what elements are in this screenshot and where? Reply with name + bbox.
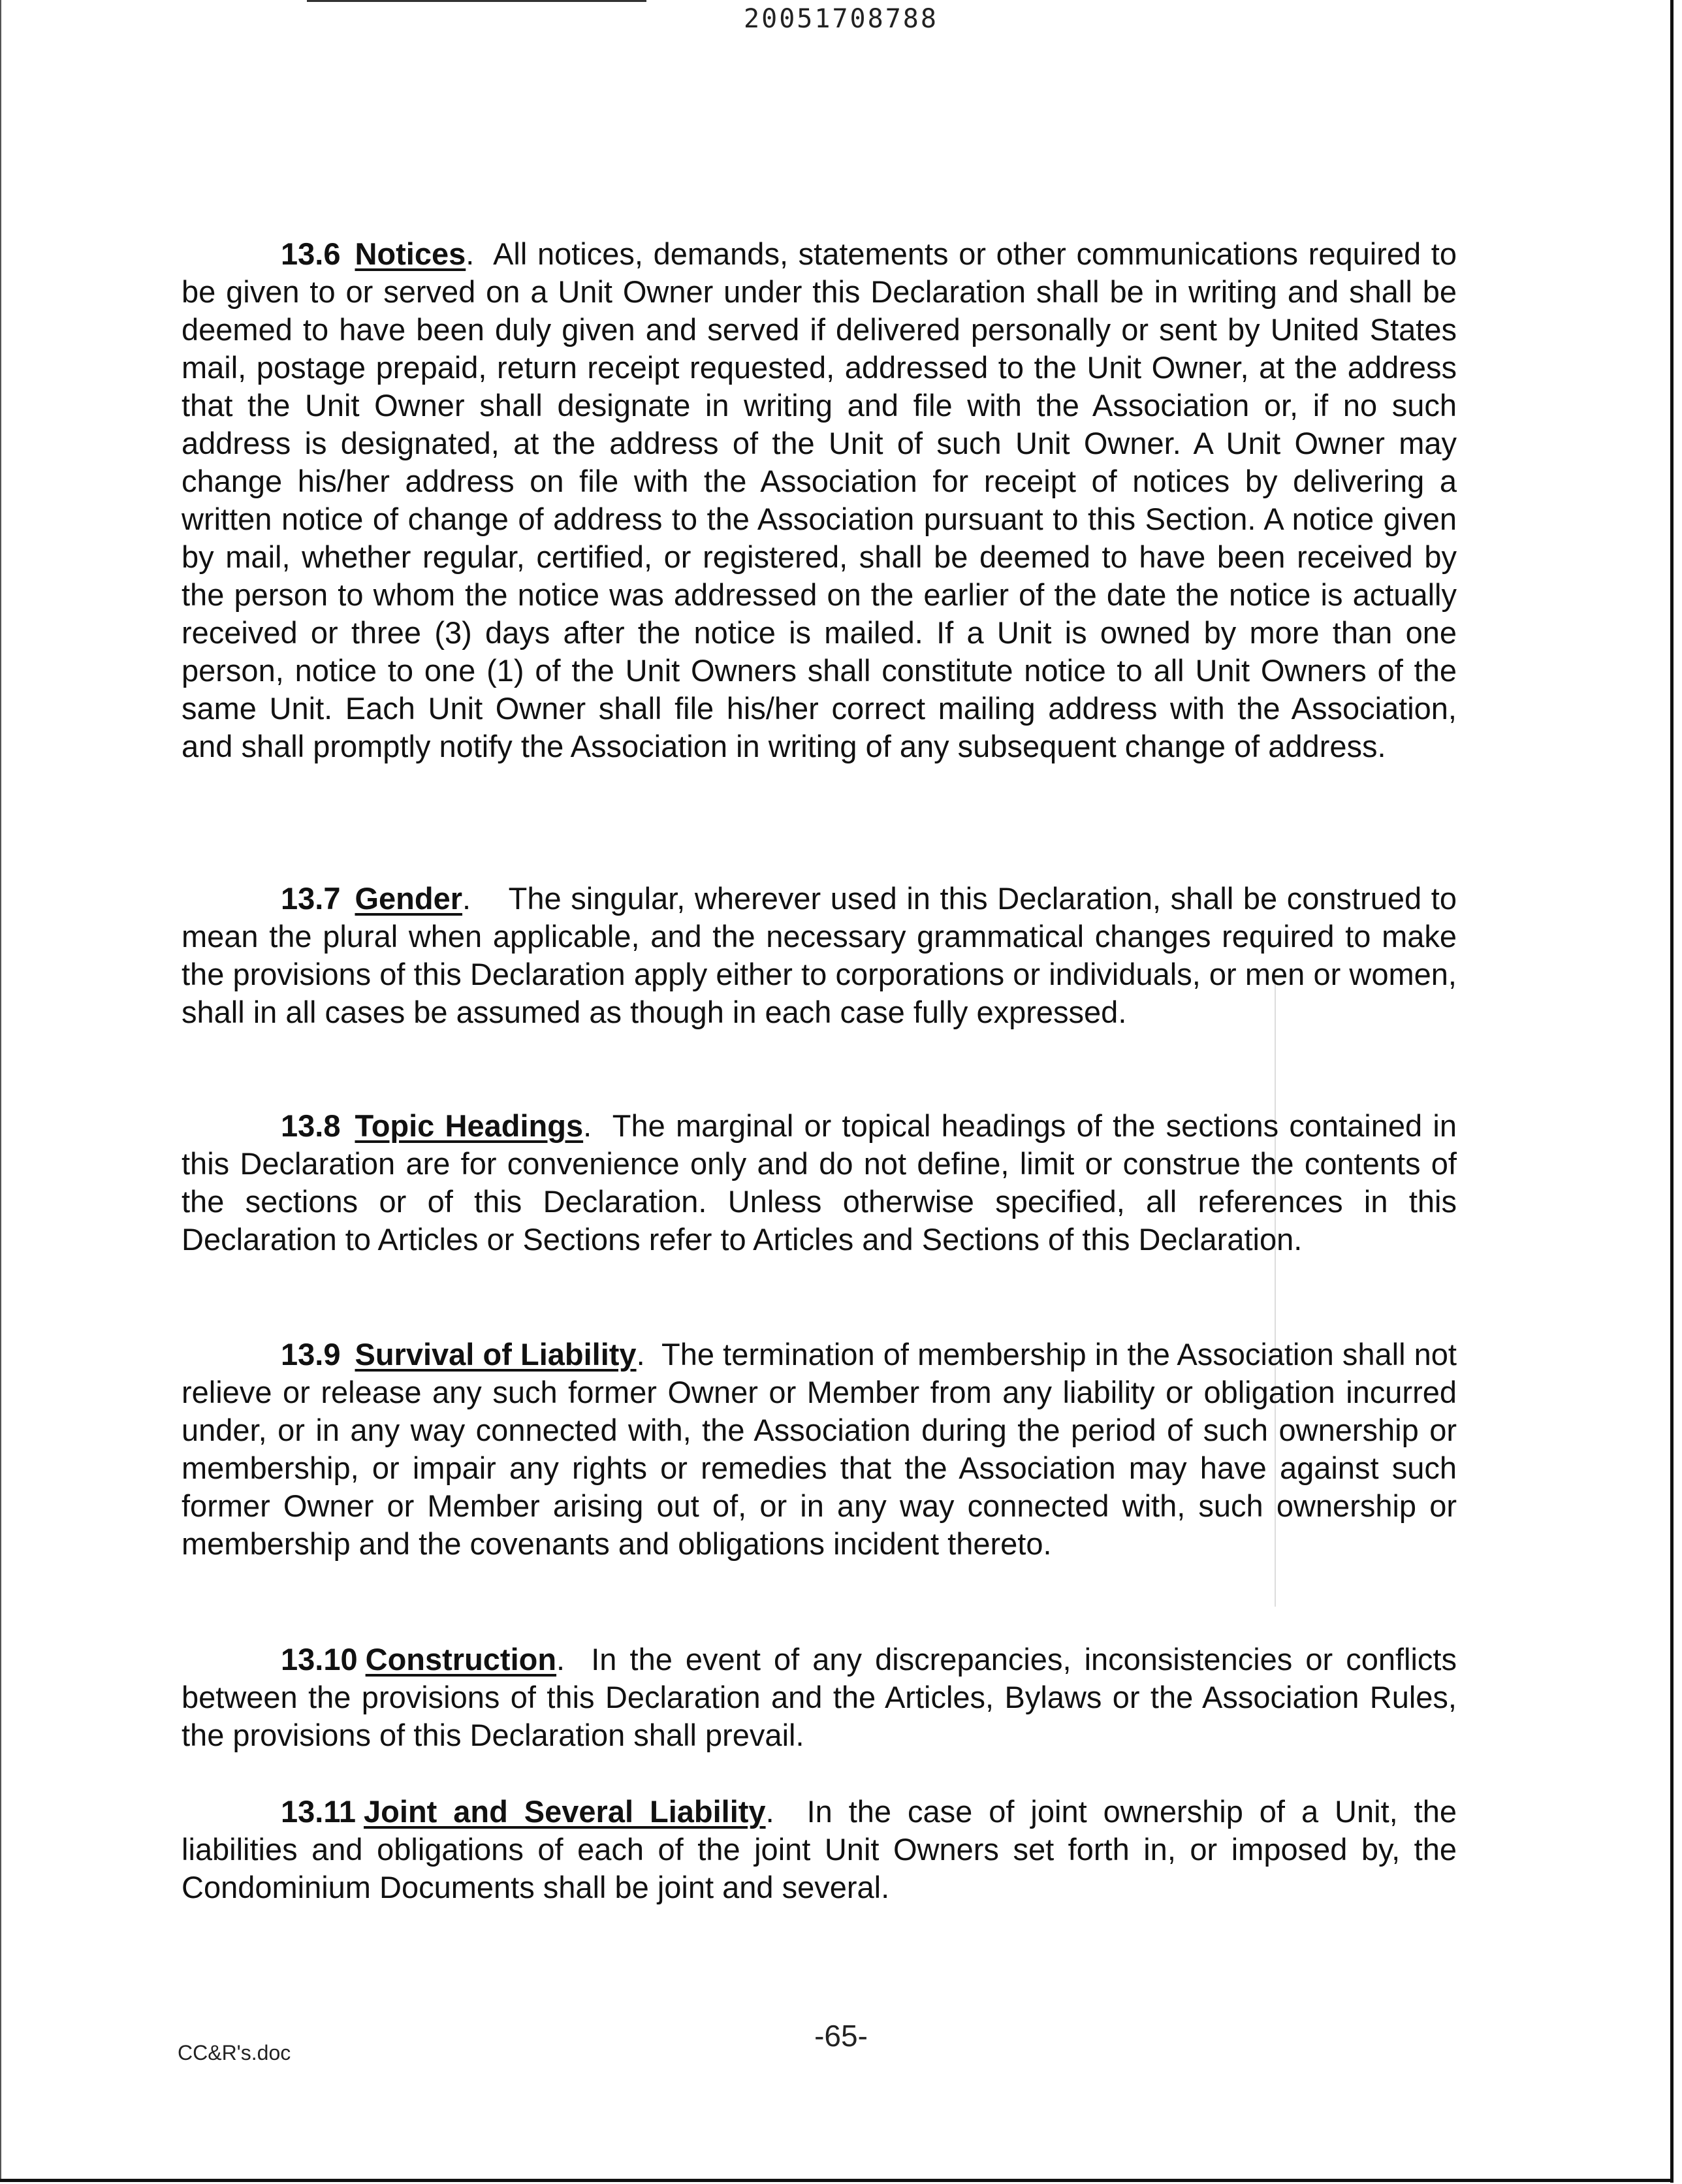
- section-13-7: 13.7 Gender. The singular, wherever used in this Declaration, shall be construed to mean the plural when applicable, and the necessary grammatical changes required to make the provisions of this Declaration apply either to corporations or individuals, or men or women, shall in all cases be assumed as though in each case fully expressed.: [182, 881, 1457, 1029]
- section-body: In the case of joint ownership of a Unit, the liabilities and obligations of each of the joint Unit Owners set forth in, or imposed by, the Condominium Documents shall be joint and several.: [182, 1794, 1457, 1904]
- section-number: 13.10: [281, 1642, 358, 1677]
- section-heading: Notices: [355, 236, 466, 271]
- section-body: The termination of membership in the Association shall not relieve or release any such former Owner or Member from any liability or obligation incurred under, or in any way connected with, the Association during the period of such ownership or membership, or impair any rights or remedies that the Association may have against such former Owner or Member arising out of, or in any way connected with, such ownership or membership and the covenants and obligations incident thereto.: [182, 1337, 1457, 1561]
- section-body: The marginal or topical headings of the sections contained in this Declaration are for convenience only and do not define, limit or construe the contents of the sections or of this Declaration. Unless otherwise specified, all references in this Declaration to Articles or Sections refer to Articles and Sections of this Declaration.: [182, 1108, 1457, 1257]
- section-body: All notices, demands, statements or other communications required to be given to or served on a Unit Owner under this Declaration shall be in writing and shall be deemed to have been duly given and served if delivered personally or sent by United States mail, postage prepaid, return receipt requested, addressed to the Unit Owner, at the address that the Unit Owner shall designate in writing and file with the Association or, if no such address is designated, at the address of the Unit of such Unit Owner. A Unit Owner may change his/her address on file with the Association for receipt of notices by delivering a written notice of change of address to the Association pursuant to this Section. A notice given by mail, whether regular, certified, or registered, shall be deemed to have been received by the person to whom the notice was addressed on the earlier of the date the notice is actually received or three (3) days after the notice is mailed. If a Unit is owned by more than one person, notice to one (1) of the Unit Owners shall constitute notice to all Unit Owners of the same Unit. Each Unit Owner shall file his/her correct mailing address with the Association, and shall promptly notify the Association in writing of any subsequent change of address.: [182, 236, 1457, 763]
- section-heading: Gender: [355, 881, 463, 916]
- section-heading: Joint and Several Liability: [364, 1794, 766, 1829]
- page-number: -65-: [814, 2019, 868, 2053]
- top-rule: [307, 0, 646, 2]
- section-heading: Topic Headings: [355, 1108, 584, 1143]
- document-number: 20051708788: [744, 4, 938, 34]
- section-number: 13.9: [281, 1337, 341, 1372]
- page-right-border: [1670, 0, 1674, 2183]
- section-13-8: 13.8 Topic Headings. The marginal or topical headings of the sections contained in this Declaration are for convenience only and do not define, limit or construe the contents of the sections or of this Declaration. Unless otherwise specified, all references in this Declaration to Articles or Sections refer to Articles and Sections of this Declaration.: [182, 1108, 1457, 1257]
- section-number: 13.7: [281, 881, 341, 916]
- section-body: The singular, wherever used in this Declaration, shall be construed to mean the plural when applicable, and the necessary grammatical changes required to make the provisions of this Declaration apply either to corporations or individuals, or men or women, shall in all cases be assumed as though in each case fully expressed.: [182, 881, 1457, 1029]
- section-13-6: 13.6 Notices. All notices, demands, statements or other communications required to be given to or served on a Unit Owner under this Declaration shall be in writing and shall be deemed to have been duly given and served if delivered personally or sent by United States mail, postage prepaid, return receipt requested, addressed to the Unit Owner, at the address that the Unit Owner shall designate in writing and file with the Association or, if no such address is designated, at the address of the Unit of such Unit Owner. A Unit Owner may change his/her address on file with the Association for receipt of notices by delivering a written notice of change of address to the Association pursuant to this Section. A notice given by mail, whether regular, certified, or registered, shall be deemed to have been received by the person to whom the notice was addressed on the earlier of the date the notice is actually received or three (3) days after the notice is mailed. If a Unit is owned by more than one person, notice to one (1) of the Unit Owners shall constitute notice to all Unit Owners of the same Unit. Each Unit Owner shall file his/her correct mailing address with the Association, and shall promptly notify the Association in writing of any subsequent change of address.: [182, 236, 1457, 763]
- section-number: 13.8: [281, 1108, 341, 1143]
- footer-file-name: CC&R's.doc: [178, 2041, 291, 2064]
- section-number: 13.11: [281, 1794, 357, 1829]
- section-number: 13.6: [281, 236, 341, 271]
- section-body: In the event of any discrepancies, inconsistencies or conflicts between the provisions of this Declaration and the Articles, Bylaws or the Association Rules, the provisions of this Declaration shall prevail.: [182, 1642, 1457, 1752]
- section-13-9: 13.9 Survival of Liability. The termination of membership in the Association shall not relieve or release any such former Owner or Member from any liability or obligation incurred under, or in any way connected with, the Association during the period of such ownership or membership, or impair any rights or remedies that the Association may have against such former Owner or Member arising out of, or in any way connected with, such ownership or membership and the covenants and obligations incident thereto.: [182, 1337, 1457, 1561]
- section-heading: Construction: [365, 1642, 557, 1677]
- section-13-10: 13.10 Construction. In the event of any discrepancies, inconsistencies or conflicts between the provisions of this Declaration and the Articles, Bylaws or the Association Rules, the provisions of this Declaration shall prevail.: [182, 1642, 1457, 1752]
- section-heading: Survival of Liability: [355, 1337, 637, 1372]
- section-13-11: 13.11 Joint and Several Liability. In the case of joint ownership of a Unit, the liabilities and obligations of each of the joint Unit Owners set forth in, or imposed by, the Condominium Documents shall be joint and several.: [182, 1794, 1457, 1904]
- page-left-edge: [0, 0, 1, 2181]
- page-bottom-border: [0, 2179, 1674, 2182]
